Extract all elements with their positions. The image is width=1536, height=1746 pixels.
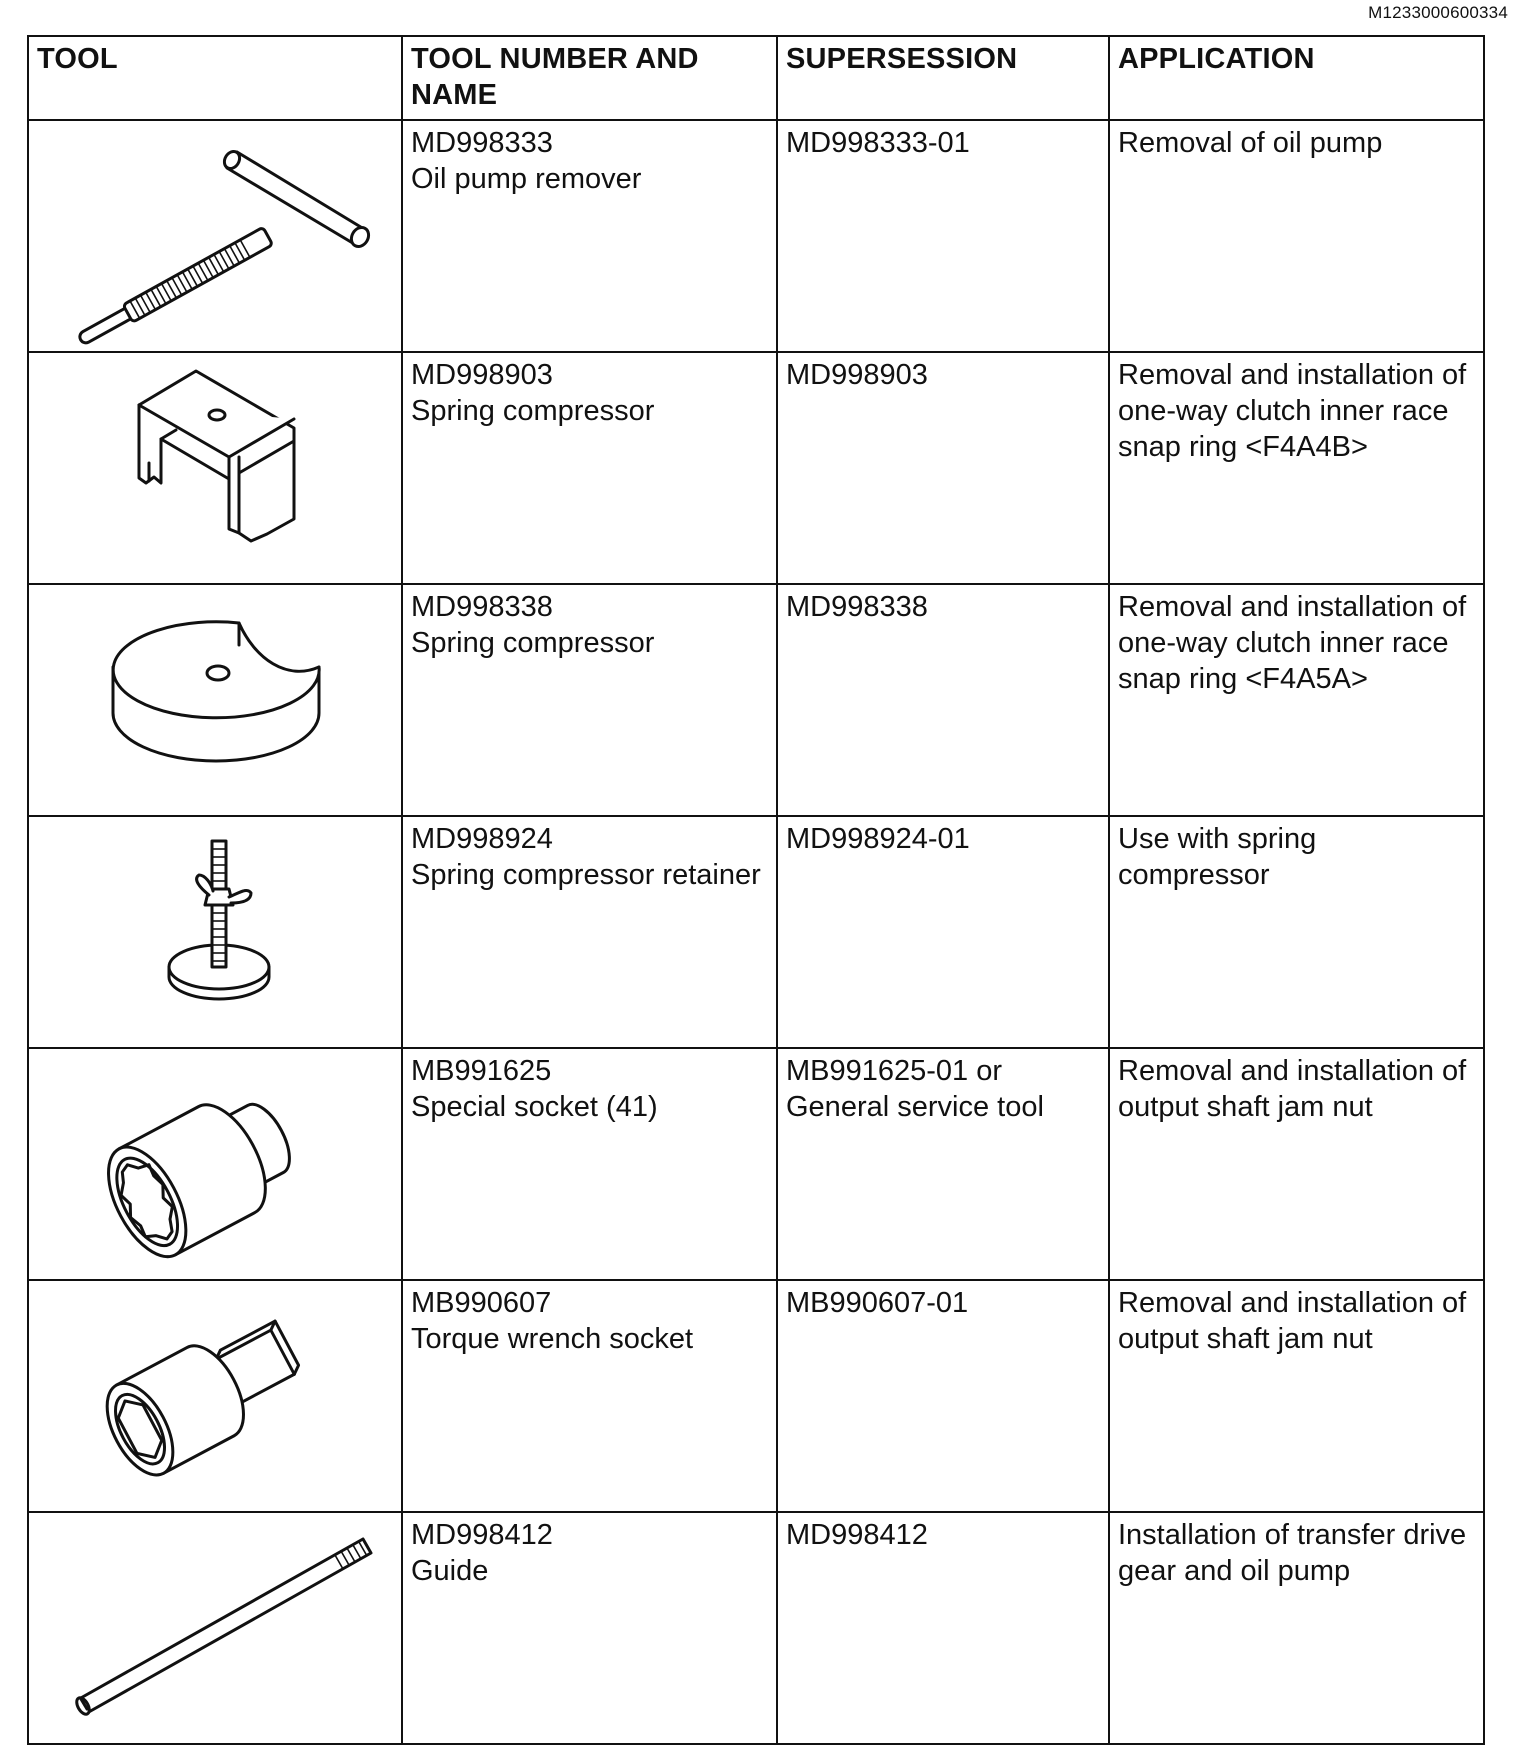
supersession-value: MD998903 — [786, 359, 928, 391]
tool-image-cell — [28, 352, 402, 584]
tool-number: MD998924 — [411, 823, 553, 855]
tool-image-cell — [28, 120, 402, 352]
disc-compressor-icon — [29, 585, 403, 815]
supersession-cell — [777, 584, 1109, 816]
tool-number-name-cell — [402, 1048, 777, 1280]
tool-name: Guide — [411, 1555, 489, 1587]
application-cell: Removal and installation of one-way clutch inner race snap ring <F4A5A> — [1109, 584, 1484, 816]
tool-number: MD998412 — [411, 1519, 553, 1551]
supersession-value: MD998338 — [786, 591, 928, 623]
table-row — [28, 1512, 1484, 1744]
table-row — [28, 1280, 1484, 1512]
tool-number-name-cell — [402, 816, 777, 1048]
application-cell: Removal and installation of output shaft jam nut — [1109, 1048, 1484, 1280]
tool-image-cell — [28, 1048, 402, 1280]
supersession-value: MB990607-01 — [786, 1287, 969, 1319]
supersession-value: General service tool — [786, 1091, 1044, 1123]
wing-nut-retainer-icon — [29, 817, 403, 1047]
tool-number: MD998333 — [411, 127, 553, 159]
supersession-cell — [777, 1512, 1109, 1744]
table-row — [28, 816, 1484, 1048]
supersession-value: MD998333-01 — [786, 127, 970, 159]
tool-number-name-cell — [402, 584, 777, 816]
application-cell: Removal of oil pump — [1109, 120, 1484, 352]
special-tools-table — [27, 35, 1485, 1745]
table-header-row — [28, 36, 1484, 120]
supersession-value: MD998924-01 — [786, 823, 970, 855]
tool-number-name-cell — [402, 120, 777, 352]
application-cell: Use with spring compressor — [1109, 816, 1484, 1048]
supersession-cell — [777, 352, 1109, 584]
tool-number: MB991625 — [411, 1055, 552, 1087]
tool-number-name-cell — [402, 1512, 777, 1744]
tool-image-cell — [28, 1512, 402, 1744]
tool-number-name-cell — [402, 1280, 777, 1512]
header-tool: TOOL — [28, 36, 402, 120]
header-tool-number-name: TOOL NUMBER AND NAME — [402, 36, 777, 120]
tool-number: MD998338 — [411, 591, 553, 623]
header-supersession: SUPERSESSION — [777, 36, 1109, 120]
tool-image-cell — [28, 816, 402, 1048]
supersession-cell — [777, 120, 1109, 352]
tool-number: MB990607 — [411, 1287, 552, 1319]
tool-name: Oil pump remover — [411, 163, 642, 195]
application-cell: Removal and installation of one-way clutch inner race snap ring <F4A4B> — [1109, 352, 1484, 584]
table-row — [28, 120, 1484, 352]
supersession-value: MD998412 — [786, 1519, 928, 1551]
tool-image-cell — [28, 1280, 402, 1512]
supersession-cell — [777, 816, 1109, 1048]
header-application: APPLICATION — [1109, 36, 1484, 120]
supersession-cell — [777, 1048, 1109, 1280]
supersession-value: MB991625-01 or — [786, 1055, 1003, 1087]
twelve-point-socket-icon — [29, 1049, 403, 1279]
t-handle-remover-icon — [29, 121, 403, 351]
tool-image-cell — [28, 584, 402, 816]
supersession-cell — [777, 1280, 1109, 1512]
table-row — [28, 1048, 1484, 1280]
tool-name: Spring compressor — [411, 395, 655, 427]
tool-name: Spring compressor — [411, 627, 655, 659]
tool-name: Torque wrench socket — [411, 1323, 694, 1355]
table-row — [28, 584, 1484, 816]
bracket-compressor-icon — [29, 353, 403, 583]
application-cell: Installation of transfer drive gear and oil pump — [1109, 1512, 1484, 1744]
hex-socket-icon — [29, 1281, 403, 1511]
document-id: M1233000600334 — [1368, 3, 1508, 22]
guide-rod-icon — [29, 1513, 403, 1743]
tool-name: Spring compressor retainer — [411, 859, 761, 891]
tool-number-name-cell — [402, 352, 777, 584]
application-cell: Removal and installation of output shaft jam nut — [1109, 1280, 1484, 1512]
tool-name: Special socket (41) — [411, 1091, 658, 1123]
table-row — [28, 352, 1484, 584]
tool-number: MD998903 — [411, 359, 553, 391]
